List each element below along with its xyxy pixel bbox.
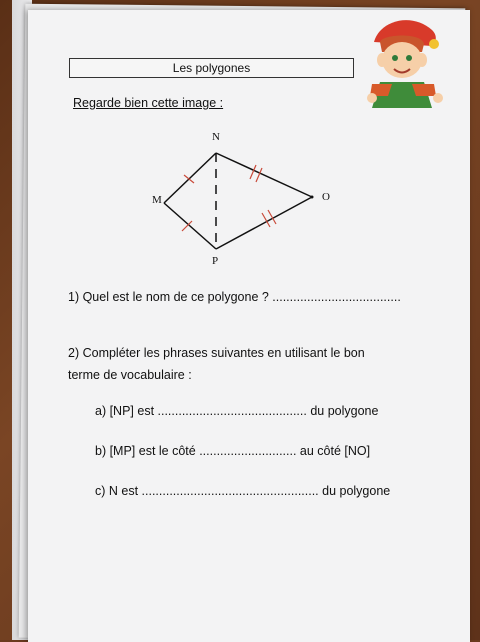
worksheet-title [69, 58, 354, 78]
segment-NO [216, 153, 312, 197]
question-2c: c) N est ................................................... du polygone [95, 484, 391, 498]
label-P: P [212, 255, 219, 267]
label-M: M [152, 194, 162, 206]
question-2b: b) [MP] est le côté ............................ au côté [NO] [95, 444, 371, 458]
question-1: 1) Quel est le nom de ce polygone ? ..................................... [68, 290, 401, 304]
segment-PM [164, 203, 216, 249]
question-2-line1: 2) Compléter les phrases suivantes en utilisant le bon [68, 346, 365, 360]
equal-length-ticks [182, 165, 276, 231]
kite-figure [150, 125, 350, 270]
question-2-line2: terme de vocabulaire : [68, 368, 192, 382]
segment-MN [164, 153, 216, 203]
worksheet-title-text: Les polygones [172, 61, 251, 75]
instruction-text: Regarde bien cette image : [73, 96, 224, 110]
question-2a: a) [NP] est ........................................... du polygone [95, 404, 379, 418]
segment-OP [216, 197, 312, 249]
elf-illustration [362, 12, 452, 112]
point-O [311, 196, 314, 199]
label-N: N [212, 131, 220, 143]
label-O: O [322, 191, 330, 203]
